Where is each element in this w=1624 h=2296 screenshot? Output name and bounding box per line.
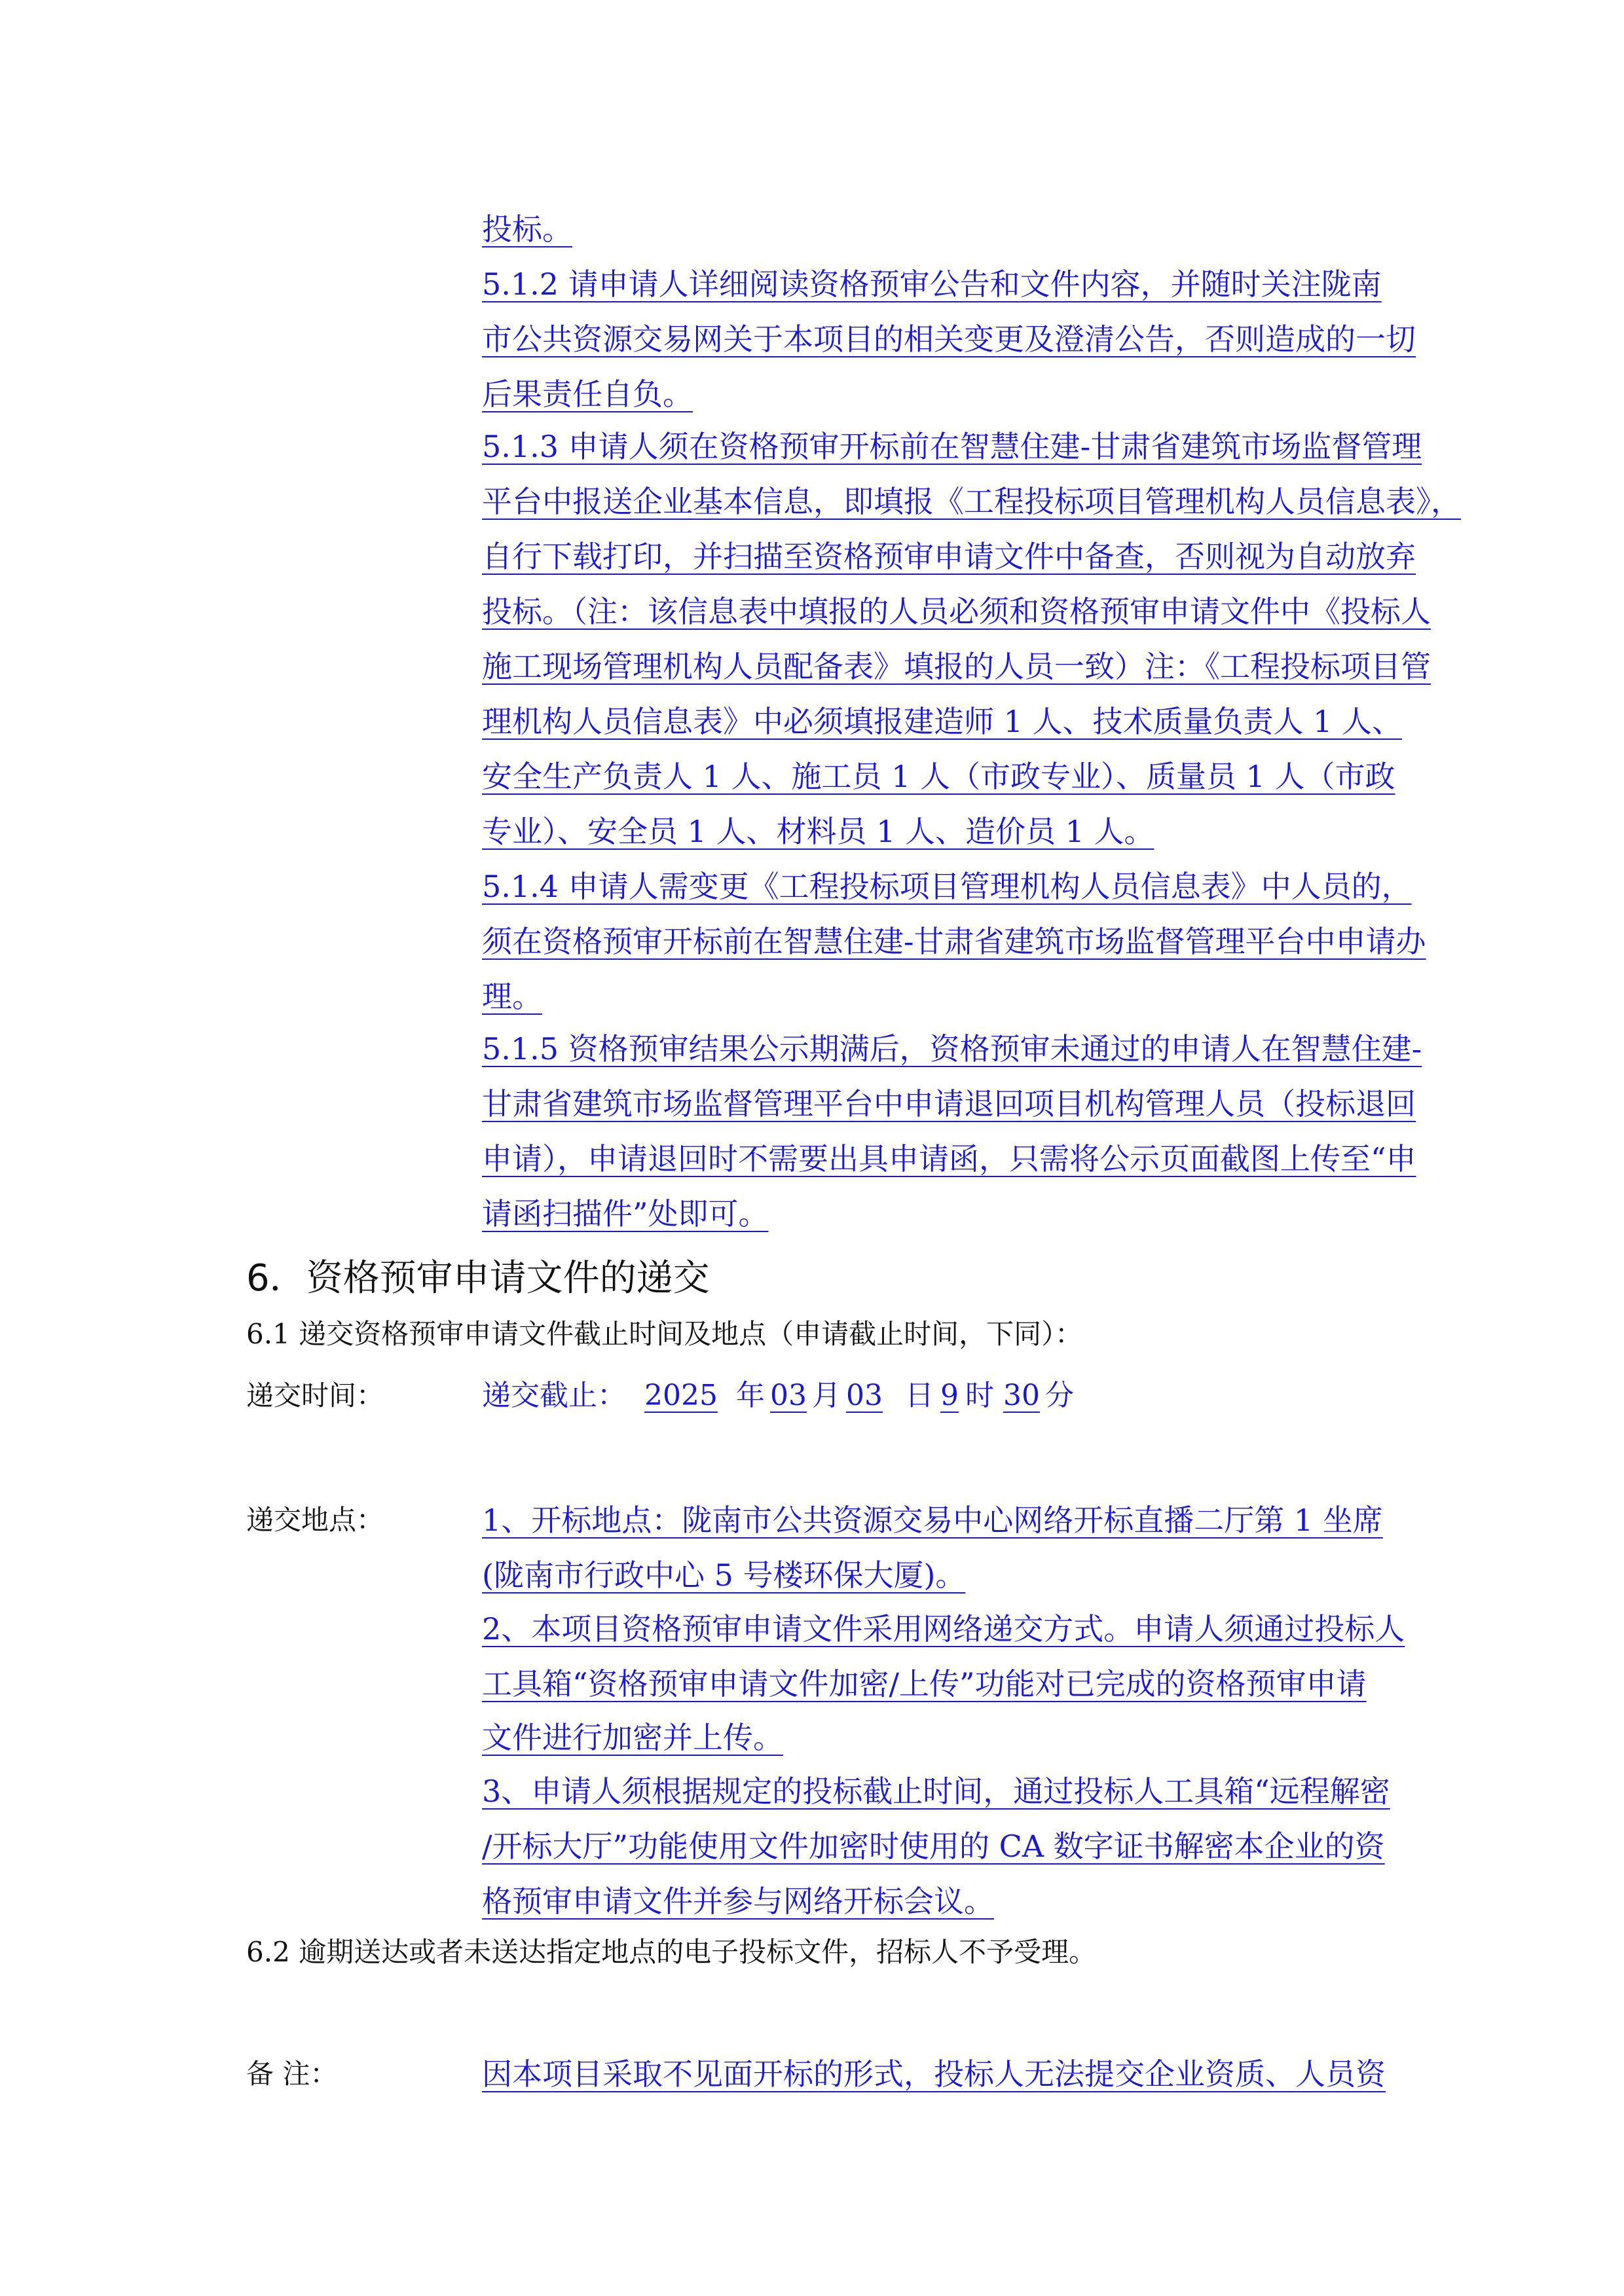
text-line: 理。 [482, 979, 542, 1014]
item-6-2: 6.2 逾期送达或者未送达指定地点的电子投标文件，招标人不予受理。 [246, 1936, 1097, 1968]
text-line: 自行下载打印，并扫描至资格预审申请文件中备查，否则视为自动放弃 [482, 539, 1416, 574]
place-line: 1、开标地点：陇南市公共资源交易中心网络开标直播二厅第 1 坐席 [482, 1503, 1383, 1538]
text-line: 须在资格预审开标前在智慧住建-甘肃省建筑市场监督管理平台中申请办 [482, 924, 1426, 959]
place-line: 文件进行加密并上传。 [482, 1720, 783, 1755]
place-line: 3、申请人须根据规定的投标截止时间，通过投标人工具箱“远程解密 [482, 1774, 1390, 1809]
place-line: 工具箱“资格预审申请文件加密/上传”功能对已完成的资格预审申请 [482, 1666, 1367, 1702]
submit-minute: 30 [1003, 1379, 1040, 1412]
remark-label: 备 注： [246, 2058, 338, 2090]
submit-day-unit: 日 [904, 1379, 934, 1412]
text-line: 请函扫描件”处即可。 [482, 1196, 769, 1231]
place-line: (陇南市行政中心 5 号楼环保大厦)。 [482, 1558, 966, 1593]
submit-time-prefix: 递交截止： [482, 1379, 626, 1412]
submit-day: 03 [845, 1379, 883, 1412]
text-line: 甘肃省建筑市场监督管理平台中申请退回项目机构管理人员（投标退回 [482, 1086, 1416, 1121]
text-line: 后果责任自负。 [482, 376, 693, 412]
submit-year-unit: 年 [735, 1379, 765, 1412]
submit-hour-unit: 时 [965, 1379, 994, 1412]
text-line: 专业）、安全员 1 人、材料员 1 人、造价员 1 人。 [482, 814, 1154, 849]
section-heading: 6．资格预审申请文件的递交 [246, 1257, 710, 1300]
text-line: 投标。（注：该信息表中填报的人员必须和资格预审申请文件中《投标人 [482, 594, 1431, 629]
submit-month: 03 [769, 1379, 807, 1412]
text-line: 5.1.2 请申请人详细阅读资格预审公告和文件内容，并随时关注陇南 [482, 266, 1382, 302]
submit-time-label: 递交时间： [246, 1379, 384, 1412]
place-line: 2、本项目资格预审申请文件采用网络递交方式。申请人须通过投标人 [482, 1611, 1405, 1647]
text-line: 施工现场管理机构人员配备表》填报的人员一致）注：《工程投标项目管 [482, 649, 1431, 684]
remark-line: 因本项目采取不见面开标的形式，投标人无法提交企业资质、人员资 [482, 2056, 1386, 2092]
text-line: 理机构人员信息表》中必须填报建造师 1 人、技术质量负责人 1 人、 [482, 704, 1403, 739]
submit-place-label: 递交地点： [246, 1504, 384, 1536]
submit-time-value [482, 1370, 1074, 1422]
submit-month-unit: 月 [811, 1379, 841, 1412]
place-line: /开标大厅”功能使用文件加密时使用的 CA 数字证书解密本企业的资 [482, 1829, 1385, 1864]
text-line: 平台中报送企业基本信息，即填报《工程投标项目管理机构人员信息表》， [482, 484, 1461, 519]
submit-minute-unit: 分 [1044, 1379, 1074, 1412]
text-line: 投标。 [482, 211, 572, 247]
submit-year: 2025 [644, 1379, 718, 1412]
text-line: 5.1.4 申请人需变更《工程投标项目管理机构人员信息表》中人员的， [482, 869, 1412, 904]
submit-hour: 9 [940, 1379, 959, 1412]
item-6-1: 6.1 递交资格预审申请文件截止时间及地点（申请截止时间，下同）： [246, 1318, 1083, 1350]
text-line: 5.1.3 申请人须在资格预审开标前在智慧住建-甘肃省建筑市场监督管理 [482, 429, 1422, 464]
place-line: 格预审申请文件并参与网络开标会议。 [482, 1884, 994, 1919]
text-line: 安全生产负责人 1 人、施工员 1 人（市政专业）、质量员 1 人（市政 [482, 759, 1395, 794]
text-line: 申请），申请退回时不需要出具申请函，只需将公示页面截图上传至“申 [482, 1141, 1416, 1176]
text-line: 5.1.5 资格预审结果公示期满后，资格预审未通过的申请人在智慧住建- [482, 1031, 1422, 1066]
text-line: 市公共资源交易网关于本项目的相关变更及澄清公告，否则造成的一切 [482, 321, 1416, 357]
